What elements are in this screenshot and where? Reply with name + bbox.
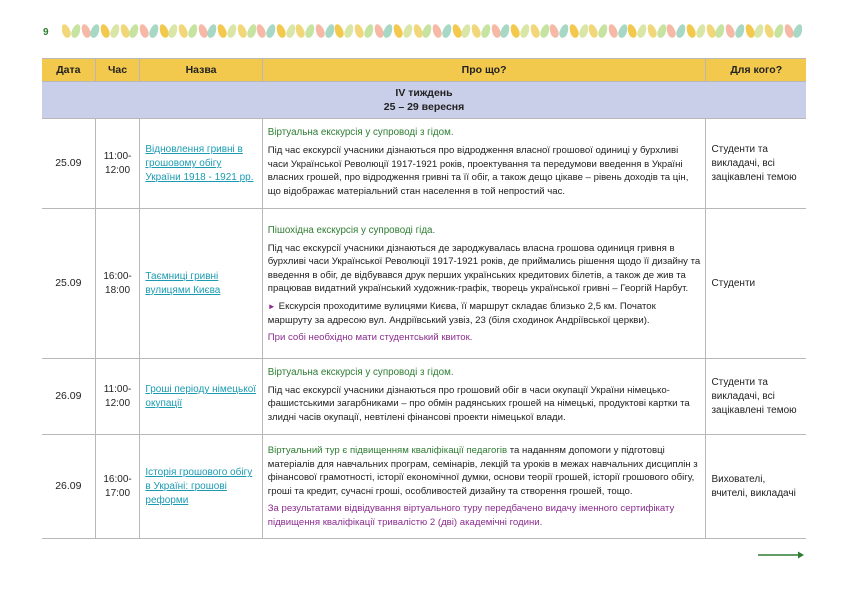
- ornament-leaf: [343, 24, 355, 39]
- ornament-leaf: [773, 24, 785, 39]
- event-details: Під час екскурсії учасники дізнаються про відродження власної грошової одиниці у бурхливі часи Української Революції 1917-1921 років, проектування та передумови введення в Україні власних грошей, про відродження гривні та її обіг, а також дещо цікаве – рівень доходів та цін, що відображає матеріальний стан населення в той непростий час.: [267, 145, 689, 197]
- event-audience: Студенти: [706, 209, 806, 359]
- ornament-leaf: [392, 24, 404, 39]
- ornament-leaf: [363, 24, 375, 39]
- header-about: Про що?: [262, 59, 706, 82]
- ornament-leaf: [607, 24, 619, 39]
- event-name-link[interactable]: Гроші періоду німецької окупації: [145, 384, 257, 409]
- events-table: [42, 58, 806, 539]
- ornament-leaf: [304, 24, 316, 39]
- ornament-leaf: [236, 24, 248, 39]
- event-description: [262, 209, 706, 359]
- event-date: 25.09: [42, 119, 95, 209]
- week-date-range: 25 – 29 вересня: [383, 101, 465, 114]
- event-audience: Студенти та викладачі, всі зацікавлені темою: [706, 119, 806, 209]
- event-description: [262, 119, 706, 209]
- ornament-leaf: [763, 24, 775, 39]
- ornament-leaf: [695, 24, 707, 39]
- ornament-leaf: [734, 24, 746, 39]
- next-page-arrow-icon[interactable]: [758, 551, 804, 559]
- event-name-cell: [140, 119, 262, 209]
- ornament-leaf: [714, 24, 726, 39]
- event-audience: Студенти та викладачі, всі зацікавлені темою: [706, 359, 806, 435]
- ornament-leaf: [792, 24, 802, 39]
- ornament-leaf: [70, 24, 82, 39]
- event-route-text: Екскурсія проходитиме вулицями Києва, її маршрут складає близько 2,5 км. Початок маршруту за адресою вул. Андріївський узвіз, 23 (біля сходинок Андріївської церкви).: [267, 301, 656, 326]
- table-row: [42, 359, 806, 435]
- ornament-leaf: [519, 24, 531, 39]
- ornament-leaf: [421, 24, 433, 39]
- ornament-leaf: [568, 24, 580, 39]
- event-name-cell: [140, 209, 262, 359]
- ornament-leaf: [353, 24, 365, 39]
- event-format: Пішохідна екскурсія у супроводі гіда.: [267, 224, 436, 236]
- event-format: Віртуальна екскурсія у супроводі з гідом.: [267, 127, 454, 139]
- ornament-leaf: [148, 24, 160, 39]
- event-time: 16:00- 18:00: [95, 209, 140, 359]
- week-heading-row: [42, 82, 806, 119]
- event-details: Під час екскурсії учасники дізнаються про грошовий обіг в часи окупації України німецько-фашистськими загарбниками – про обмін радянських грошей на німецькі, продуктові картки та злидні часів окупації, невтілені фінансові проекти німецької влади.: [267, 384, 690, 424]
- ornament-leaf: [128, 24, 140, 39]
- event-format: Віртуальний тур є підвищенням кваліфікації педагогів: [267, 445, 508, 457]
- event-format: Віртуальна екскурсія у супроводі з гідом.: [267, 366, 454, 378]
- ornament-leaf: [753, 24, 765, 39]
- event-time: 11:00- 12:00: [95, 119, 140, 209]
- event-note: При собі необхідно мати студентський квиток.: [267, 332, 473, 344]
- event-date: 26.09: [42, 435, 95, 539]
- page-number: 9: [43, 27, 49, 38]
- ornament-leaf: [675, 24, 687, 39]
- ornament-leaf: [724, 24, 736, 39]
- event-details: Під час екскурсії учасники дізнаються де зароджувалась власна грошова одиниця гривня в бурхливі часи Української Революції 1917-1921 років, де приймались рішення щодо її дизайну та введення в обіг, де відбувався друк перших українських кредитових білетів, а також де жив та працював видатний український художник-графік, творець української гривні – Георгій Нарбут.: [267, 242, 701, 295]
- triangle-bullet-icon: ►: [267, 302, 276, 312]
- ornament-leaf: [99, 24, 111, 39]
- ornament-leaf: [597, 24, 609, 39]
- header-time: Час: [95, 59, 140, 82]
- event-name-cell: [140, 359, 262, 435]
- ornament-leaf: [441, 24, 453, 39]
- ornament-leaf: [636, 24, 648, 39]
- ornament-leaf: [314, 24, 326, 39]
- table-row: [42, 209, 806, 359]
- ornament-leaf: [646, 24, 658, 39]
- ornament-leaf: [529, 24, 541, 39]
- week-title: IV тиждень: [395, 87, 453, 99]
- event-name-link[interactable]: Таємниці гривні вулицями Києва: [145, 271, 221, 296]
- event-name-link[interactable]: Відновлення гривні в грошовому обігу України 1918 - 1921 рр.: [145, 144, 254, 183]
- event-description: [262, 435, 706, 539]
- header-name: Назва: [140, 59, 262, 82]
- event-note: За результатами відвідування віртуального туру передбачено видачу іменного сертифікату підвищення кваліфікації тривалістю 2 (дві) академічні години.: [267, 503, 675, 529]
- ornament-leaf: [402, 24, 414, 39]
- ornament-leaf: [89, 24, 101, 39]
- ornament-leaf: [275, 24, 287, 39]
- event-date: 26.09: [42, 359, 95, 435]
- table-row: [42, 435, 806, 539]
- ornament-leaf: [187, 24, 199, 39]
- event-name-link[interactable]: Історія грошового обігу в Україні: грошові реформи: [145, 467, 253, 506]
- ornament-leaf: [265, 24, 277, 39]
- ornament-leaf: [109, 24, 121, 39]
- event-time: 16:00- 17:00: [95, 435, 140, 539]
- header-date: Дата: [42, 59, 95, 82]
- event-name-cell: [140, 435, 262, 539]
- event-description: [262, 359, 706, 435]
- ornament-leaf: [382, 24, 394, 39]
- ornament-leaf: [226, 24, 238, 39]
- event-details-text: та наданням допомоги у підготовці матеріалів для навчальних програм, семінарів, лекцій та уроків в межах навчальних дисциплін з фінансової грамотності, історії економічної думки, основи теорії грошей, історії грошового обігу, гроші та кредит, сучасні гроші, особливостей дизайну та створення грошей, тощо.: [267, 445, 698, 497]
- header-who: Для кого?: [706, 59, 806, 82]
- table-header-row: [42, 59, 806, 82]
- ornament-leaf: [685, 24, 697, 39]
- event-details: [268, 444, 701, 498]
- event-route: [268, 300, 701, 327]
- ornament-leaf: [480, 24, 492, 39]
- event-audience: Вихователі, вчителі, викладачі: [706, 435, 806, 539]
- table-row: [42, 119, 806, 209]
- decorative-ornament-strip: [62, 24, 802, 40]
- event-date: 25.09: [42, 209, 95, 359]
- ornament-leaf: [558, 24, 570, 39]
- ornament-leaf: [431, 24, 443, 39]
- ornament-leaf: [138, 24, 150, 39]
- event-time: 11:00- 12:00: [95, 359, 140, 435]
